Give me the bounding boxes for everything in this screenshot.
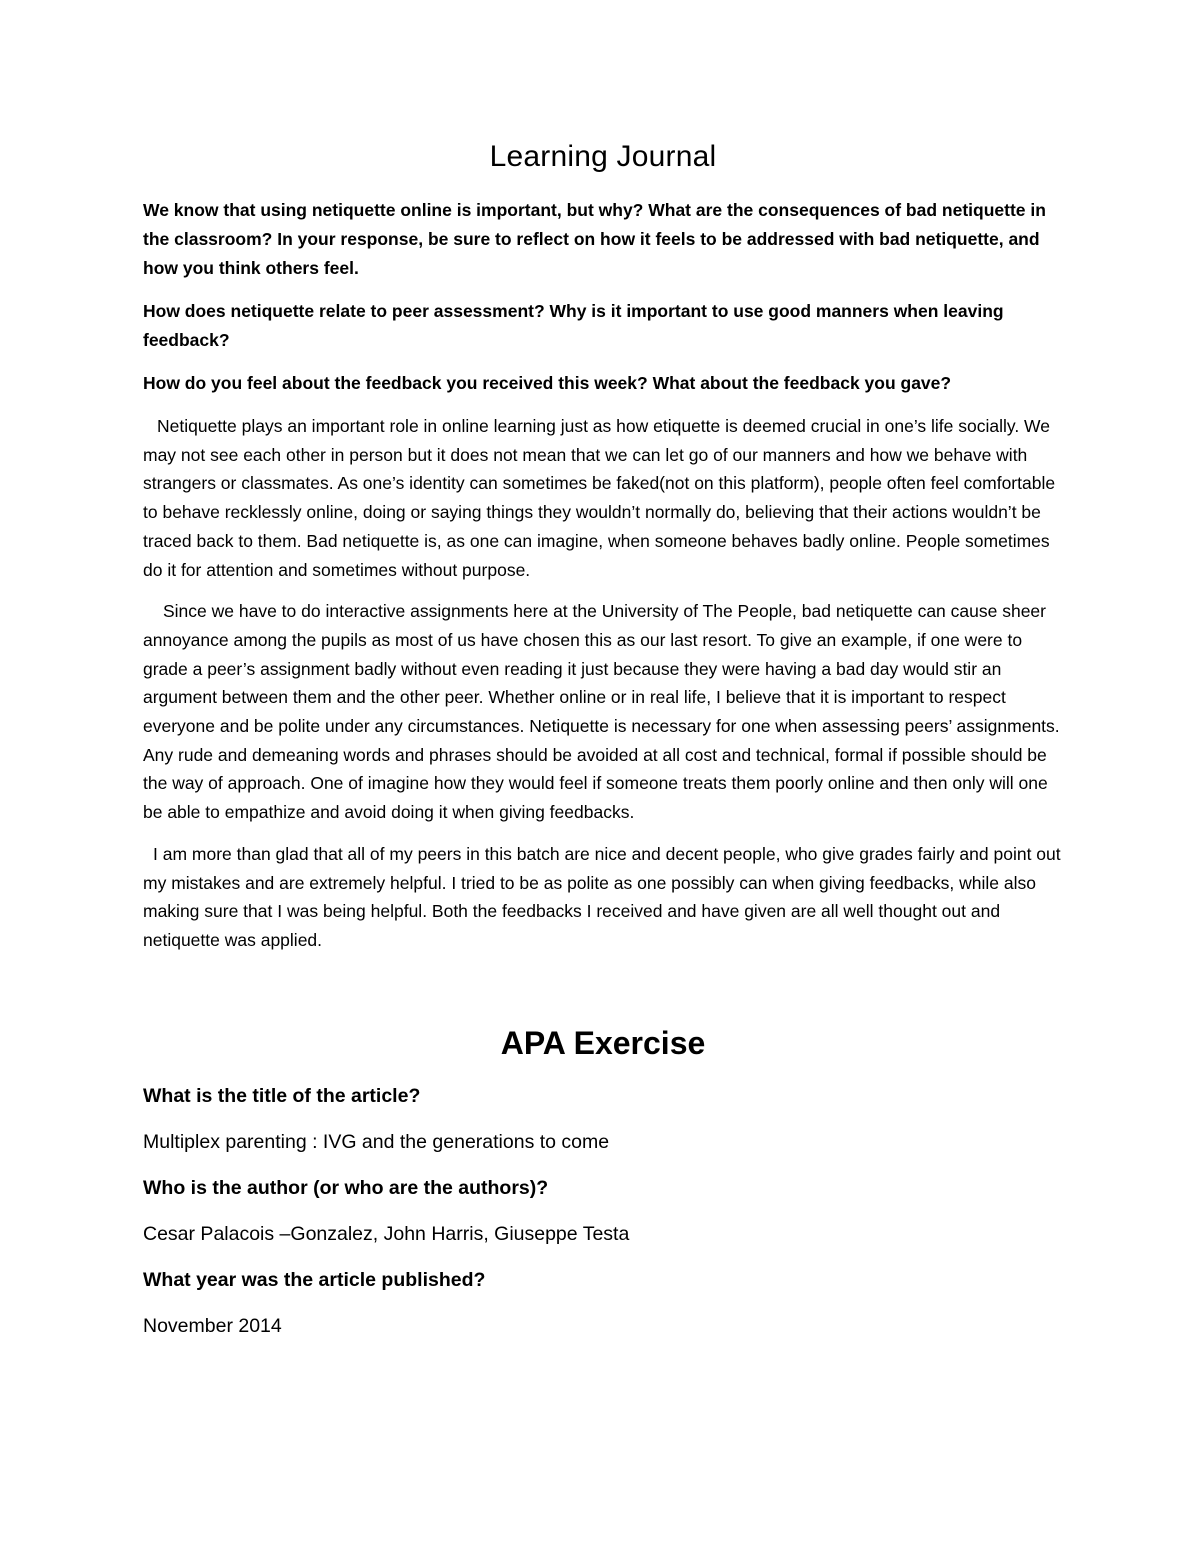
journal-prompt-1: We know that using netiquette online is important, but why? What are the consequences of bad netiquette in the classroom? In your response, be sure to reflect on how it feels to be addressed with bad netiquette, and how you think others feel. [143, 200, 1046, 278]
journal-paragraph-2-text: Since we have to do interactive assignments here at the University of The People, bad netiquette can cause sheer annoyance among the pupils as most of us have chosen this as our last resort. To give an example, if one were to grade a peer’s assignment badly without even reading it just because they were having a bad day would stir an argument between them and the other peer. Whether online or in real life, I believe that it is important to respect everyone and be polite under any circumstances. Netiquette is necessary for one when assessing peers’ assignments. Any rude and demeaning words and phrases should be avoided at all cost and technical, formal if possible should be the way of approach. One of imagine how they would feel if someone treats them poorly online and then only will one be able to empathize and avoid doing it when giving feedbacks. [143, 601, 1060, 823]
apa-exercise-title: APA Exercise [500, 1024, 706, 1061]
apa-question-3: What year was the article published? [143, 1268, 486, 1291]
apa-question-1: What is the title of the article? [143, 1084, 421, 1107]
journal-paragraph-3 [143, 840, 1063, 955]
journal-paragraph-1-text: Netiquette plays an important role in online learning just as how etiquette is deemed crucial in one’s life socially. We may not see each other in person but it does not mean that we can let go of our manners and how we behave with strangers or classmates. As one’s identity can sometimes be faked(not on this platform), people often feel comfortable to behave recklessly online, doing or saying things they wouldn’t normally do, believing that their actions wouldn’t be traced back to them. Bad netiquette is, as one can imagine, when someone behaves badly online. People sometimes do it for attention and sometimes without purpose. [143, 416, 1056, 580]
journal-prompt-3: How do you feel about the feedback you received this week? What about the feedback you gave? [143, 373, 952, 393]
journal-paragraph-2 [143, 597, 1063, 827]
apa-answer-1: Multiplex parenting : IVG and the generations to come [143, 1130, 610, 1153]
document-content [143, 140, 1063, 1360]
journal-paragraph-1 [143, 412, 1063, 584]
journal-prompt-2: How does netiquette relate to peer assessment? Why is it important to use good manners when leaving feedback? [143, 301, 1004, 350]
journal-paragraph-3-text: I am more than glad that all of my peers in this batch are nice and decent people, who give grades fairly and point out my mistakes and are extremely helpful. I tried to be as polite as one possibly can when giving feedbacks, while also making sure that I was being helpful. Both the feedbacks I received and have given are all well thought out and netiquette was applied. [143, 843, 1061, 950]
apa-question-2: Who is the author (or who are the authors)? [143, 1176, 549, 1199]
learning-journal-title: Learning Journal [489, 140, 717, 173]
apa-answer-3: November 2014 [143, 1314, 282, 1337]
apa-answer-2: Cesar Palacois –Gonzalez, John Harris, Giuseppe Testa [143, 1222, 630, 1245]
